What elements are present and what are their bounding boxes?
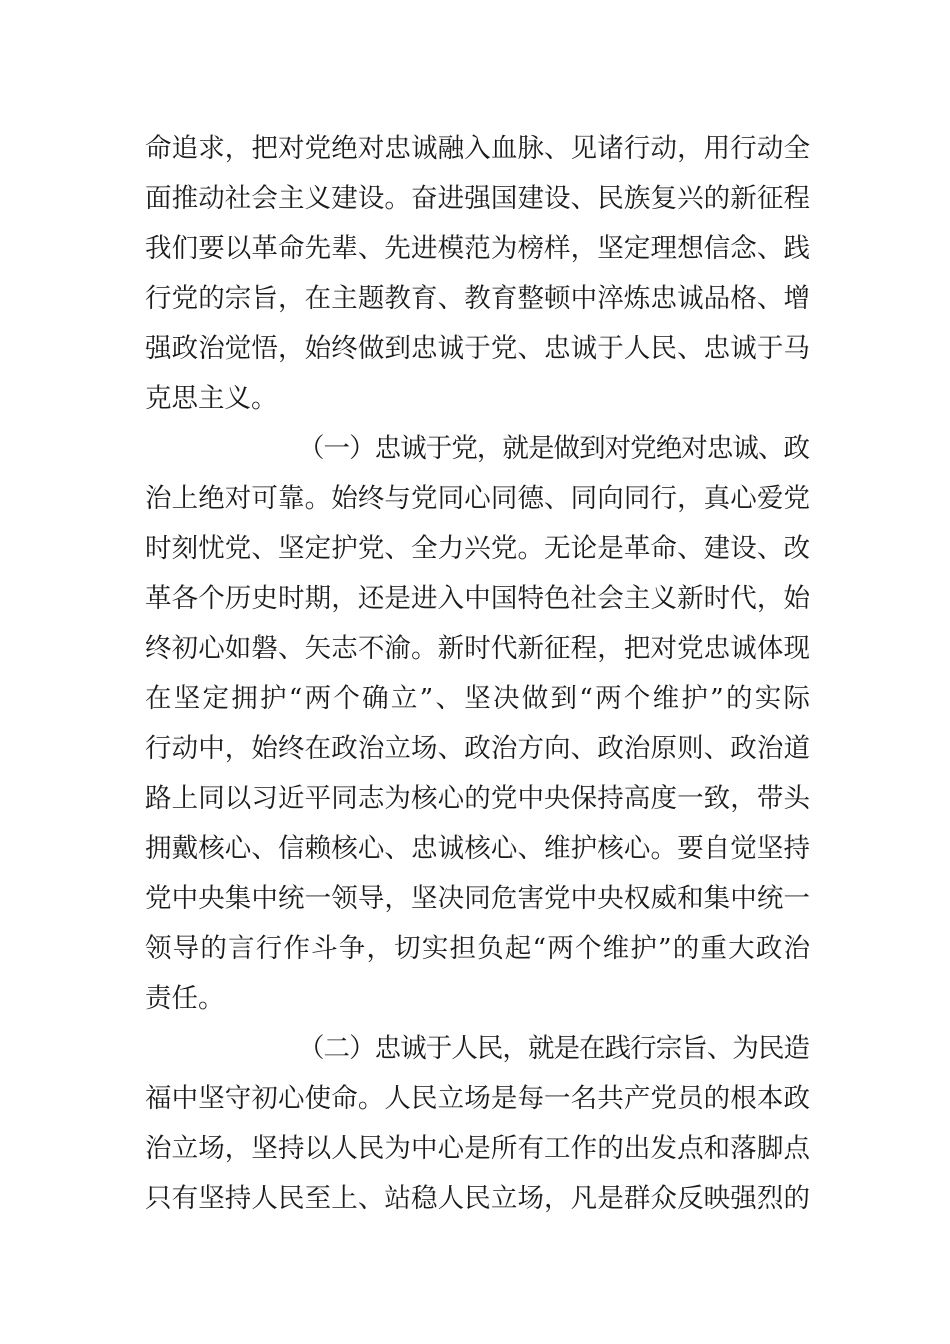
text-line: 只有坚持人民至上、站稳人民立场，凡是群众反映强烈的 [145,1183,811,1214]
text-line: 治立场，坚持以人民为中心是所有工作的出发点和落脚点 [145,1133,811,1164]
text-line: 福中坚守初心使命。人民立场是每一名共产党员的根本政 [145,1083,811,1114]
text-line: 面推动社会主义建设。奋进强国建设、民族复兴的新征程 [145,183,811,214]
text-line: 领导的言行作斗争，切实担负起“两个维护”的重大政治 [145,933,812,964]
section-heading-line: （二）忠诚于人民，就是在践行宗旨、为民造 [298,1033,810,1064]
text-line: 时刻忧党、坚定护党、全力兴党。无论是革命、建设、改 [145,533,811,564]
text-line: 我们要以革命先辈、先进模范为榜样，坚定理想信念、践 [145,233,811,264]
text-line: 克思主义。 [145,383,278,414]
text-line: 命追求，把对党绝对忠诚融入血脉、见诸行动，用行动全 [145,133,811,164]
text-line: 治上绝对可靠。始终与党同心同德、同向同行，真心爱党 [145,483,811,514]
text-line: 革各个历史时期，还是进入中国特色社会主义新时代，始 [145,583,811,614]
text-line: 强政治觉悟，始终做到忠诚于党、忠诚于人民、忠诚于马 [145,333,811,364]
text-line: 终初心如磐、矢志不渝。新时代新征程，把对党忠诚体现 [145,633,811,664]
text-line: 党中央集中统一领导，坚决同危害党中央权威和集中统一 [145,883,811,914]
text-line: 行动中，始终在政治立场、政治方向、政治原则、政治道 [145,733,811,764]
text-line: 路上同以习近平同志为核心的党中央保持高度一致，带头 [145,783,811,814]
text-line: 在坚定拥护“两个确立”、坚决做到“两个维护”的实际 [145,683,813,714]
text-line: 行党的宗旨，在主题教育、教育整顿中淬炼忠诚品格、增 [145,283,811,314]
text-line: 拥戴核心、信赖核心、忠诚核心、维护核心。要自觉坚持 [145,833,811,864]
section-heading-line: （一）忠诚于党，就是做到对党绝对忠诚、政 [298,433,810,464]
text-line: 责任。 [145,983,225,1014]
